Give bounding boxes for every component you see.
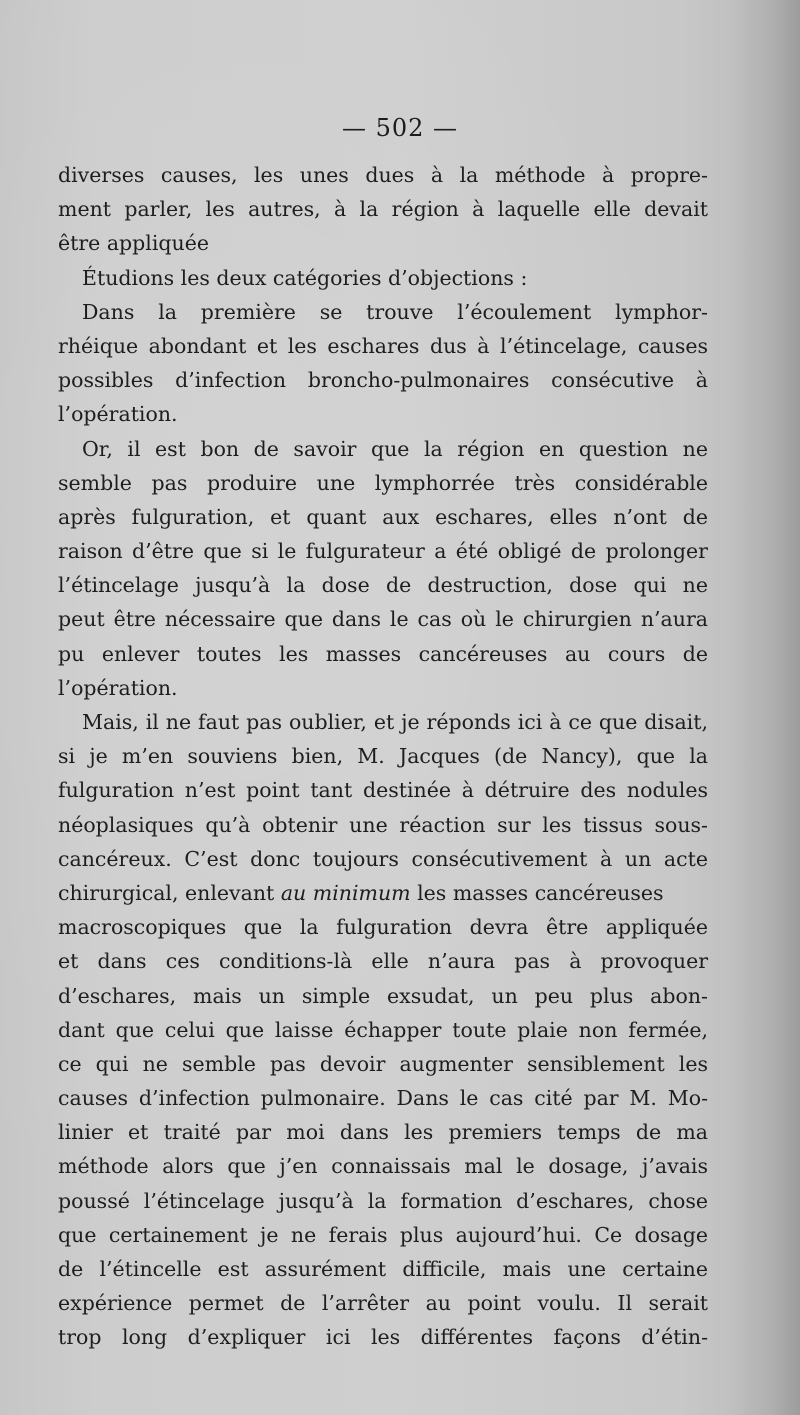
text-line: poussé l’étincelage jusqu’à la formation d’eschares, chose (58, 1188, 708, 1213)
text-line: fulguration n’est point tant destinée à détruire des nodules (58, 778, 708, 803)
text-line: cancéreux. C’est donc toujours consécutivement à un acte (58, 846, 708, 871)
page-number: — 502 — (341, 114, 459, 142)
text-line: que certainement je ne ferais plus aujourd’hui. Ce dosage (58, 1222, 708, 1247)
text-line: raison d’être que si le fulgurateur a été obligé de prolonger (58, 539, 708, 564)
text-line: néoplasiques qu’à obtenir une réaction sur les tissus sous- (58, 812, 708, 837)
text-line: rhéique abondant et les eschares dus à l’étincelage, causes (58, 333, 708, 358)
text-line (58, 876, 708, 910)
text-line: linier et traité par moi dans les premiers temps de ma (58, 1120, 708, 1145)
text-line: causes d’infection pulmonaire. Dans le cas cité par M. Mo- (58, 1086, 708, 1111)
text-line: ce qui ne semble pas devoir augmenter sensiblement les (58, 1051, 708, 1076)
text-line: après fulguration, et quant aux eschares, elles n’ont de (58, 504, 708, 529)
text-line: peut être nécessaire que dans le cas où le chirurgien n’aura (58, 607, 708, 632)
text-segment: chirurgical, enlevant (58, 880, 281, 905)
text-line: Étudions les deux catégories d’objections : (82, 265, 528, 290)
text-line: si je m’en souviens bien, M. Jacques (de Nancy), que la (58, 744, 708, 769)
text-line: Mais, il ne faut pas oublier, et je réponds ici à ce que disait, (82, 710, 708, 734)
text-line: l’opération. (58, 675, 178, 700)
text-line: d’eschares, mais un simple exsudat, un peu plus abon- (58, 983, 708, 1008)
text-line: ment parler, les autres, à la région à laquelle elle devait (58, 197, 708, 222)
text-line: diverses causes, les unes dues à la méthode à propre- (58, 163, 708, 187)
text-line: l’opération. (58, 402, 178, 427)
text-line: macroscopiques que la fulguration devra être appliquée (58, 915, 708, 940)
text-line: l’étincelage jusqu’à la dose de destruction, dose qui ne (58, 573, 708, 598)
page-edge-shadow (730, 0, 800, 1415)
text-line: dant que celui que laisse échapper toute plaie non fermée, (58, 1017, 708, 1042)
text-line: possibles d’infection broncho-pulmonaires consécutive à (58, 368, 708, 393)
text-line: méthode alors que j’en connaissais mal le dosage, j’avais (58, 1154, 708, 1179)
text-line: Dans la première se trouve l’écoulement lymphor- (82, 299, 708, 324)
text-line: de l’étincelle est assurément difficile, mais une certaine (58, 1257, 708, 1281)
text-line: et dans ces conditions-là elle n’aura pas à provoquer (58, 949, 708, 974)
italic-phrase: au minimum (280, 880, 411, 905)
text-line: semble pas produire une lymphorrée très considérable (58, 470, 708, 495)
text-segment: les masses cancéreuses (410, 880, 664, 905)
text-line: expérience permet de l’arrêter au point voulu. Il serait (58, 1291, 708, 1316)
text-line: pu enlever toutes les masses cancéreuses au cours de (58, 641, 708, 666)
text-line: Or, il est bon de savoir que la région en question ne (82, 436, 708, 461)
text-line: être appliquée (58, 231, 209, 256)
body-text (58, 158, 708, 1355)
text-line: trop long d’expliquer ici les différentes façons d’étin- (58, 1325, 708, 1350)
